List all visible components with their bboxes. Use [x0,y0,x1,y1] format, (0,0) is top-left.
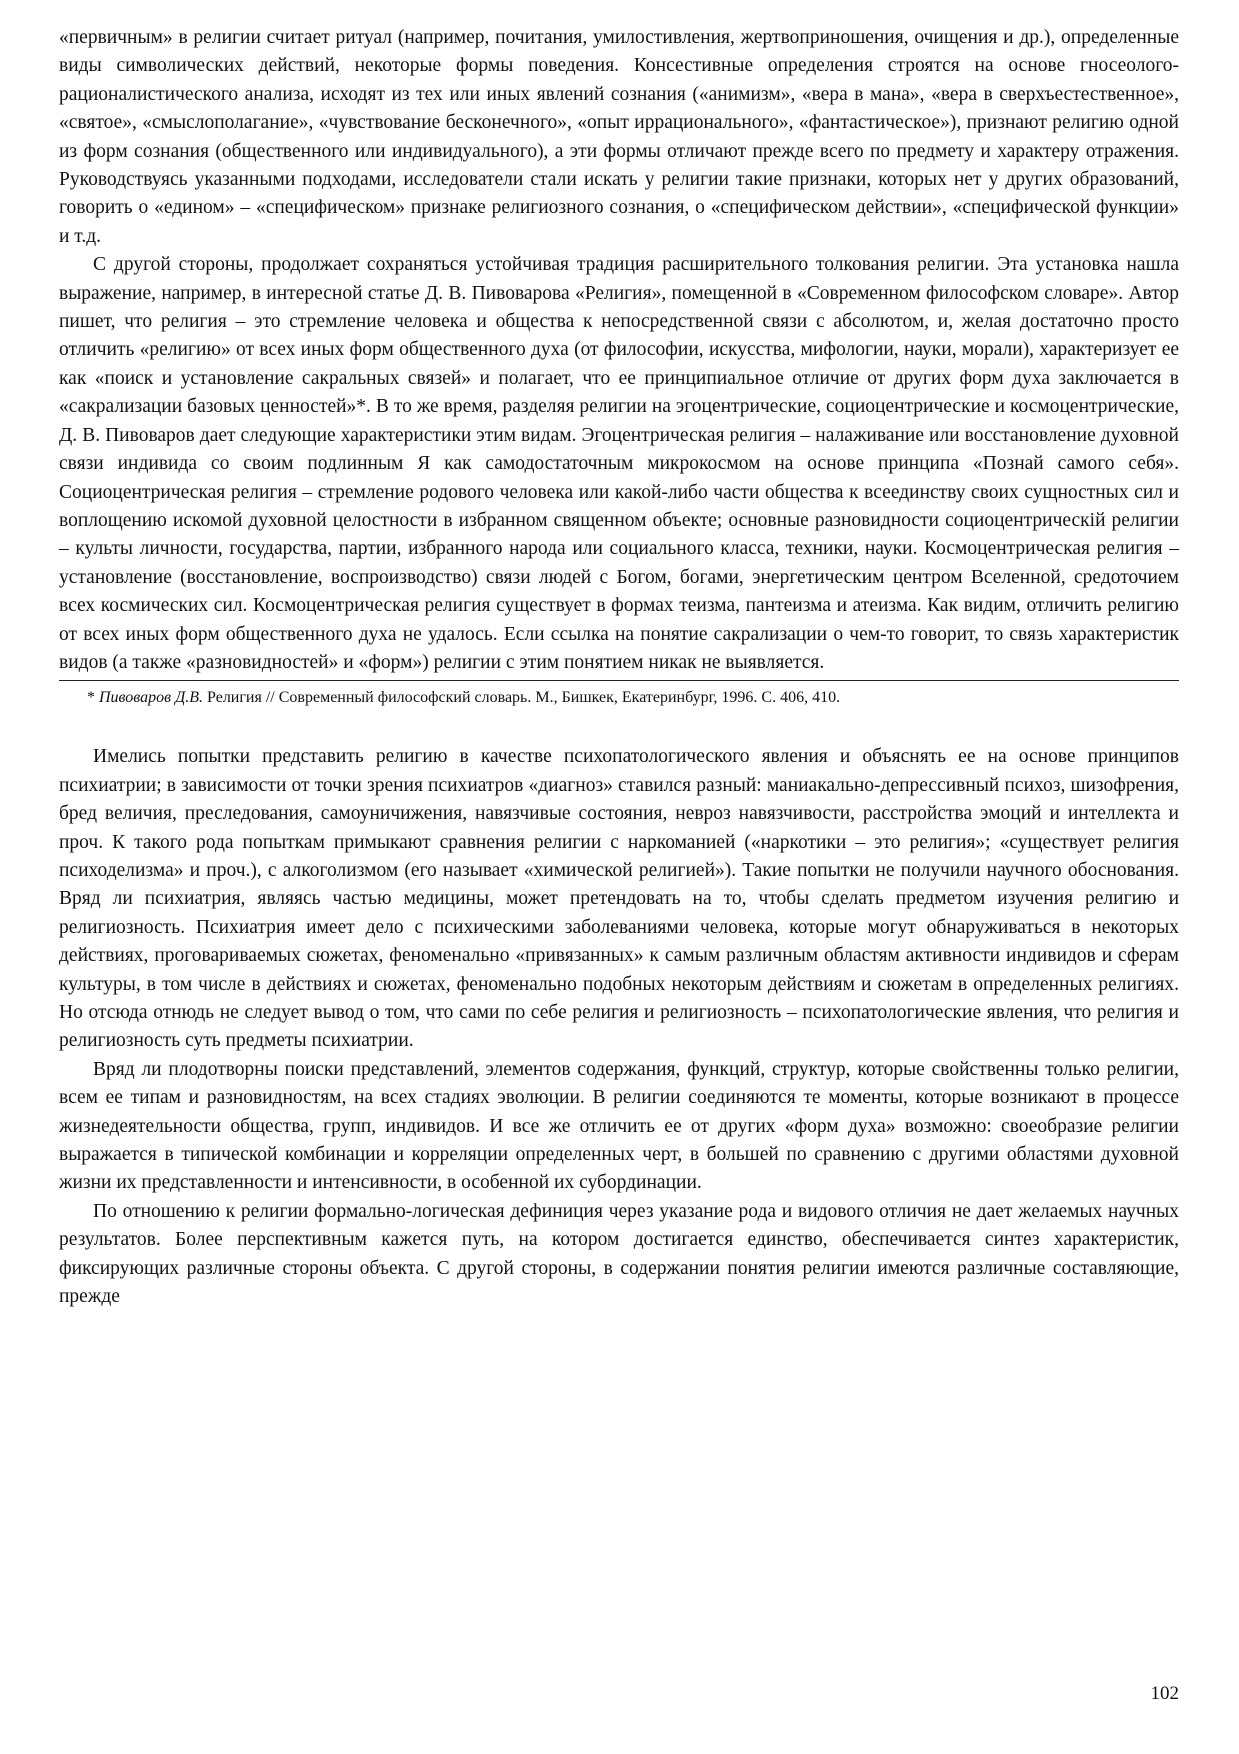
paragraph-pivovarov: С другой стороны, продолжает сохраняться устойчивая традиция расширительного толкования религии. Эта установка нашла выражение, например, в интересной статье Д. В. Пивоварова «Религия», помещенной в «Современном философском словаре». Автор пишет, что религия – это стремление человека и общества к непосредственной связи с абсолютом, и, желая достаточно просто отличить «религию» от всех иных форм общественного духа (от философии, искусства, мифологии, науки, морали), характеризует ее как «поиск и установление сакральных связей» и полагает, что ее принципиальное отличие от других форм духа заключается в «сакрализации базовых ценностей»*. В то же время, разделяя религии на эгоцентрические, социоцентрические и космоцентрические, Д. В. Пивоваров дает следующие характеристики этим видам. Эгоцентрическая религия – налаживание или восстановление духовной связи индивида со своим подлинным Я как самодостаточным микрокосмом на основе принципа «Познай самого себя». Социоцентрическая религия – стремление родового человека или какой-либо части общества к всеединству своих сущностных сил и воплощению искомой духовной целостности в избранном священном объекте; основные разновидности социоцентрическій религии – культы личности, государства, партии, избранного народа или социального класса, техники, науки. Космоцентрическая религия – установление (восстановление, воспроизводство) связи людей с Богом, богами, энергетическим центром Вселенной, средоточием всех космических сил. Космоцентрическая религия существует в формах теизма, пантеизма и атеизма. Как видим, отличить религию от всех иных форм общественного духа не удалось. Если ссылка на понятие сакрализации о чем-то говорит, то связь характеристик видов (а также «разновидностей» и «форм») религии с этим понятием никак не выявляется. [59,254,1179,673]
paragraph-definition: По отношению к религии формально-логическая дефиниция через указание рода и видового отличия не дает желаемых научных результатов. Более перспективным кажется путь, на котором достигается единство, обеспечивается синтез характеристик, фиксирующих различные стороны объекта. С другой стороны, в содержании понятия религии имеются различные составляющие, прежде [59,1200,1179,1308]
paragraph-forms-of-spirit: Вряд ли плодотворны поиски представлений, элементов содержания, функций, структур, которые свойственны только религии, всем ее типам и разновидностям, на всех стадиях эволюции. В религии соединяются те моменты, которые возникают в процессе жизнедеятельности общества, групп, индивидов. И все же отличить ее от других «форм духа» возможно: своеобразие религии выражается в типической комбинации и корреляции определенных черт, в большей по сравнению с другими областями духовной жизни их представленности и интенсивности, в особенной их субординации. [59,1058,1179,1194]
footnote-text: Религия // Современный философский словарь. М., Бишкек, Екатеринбург, 1996. С. 406, 410. [203,689,841,707]
page-number: 102 [1150,1683,1179,1704]
document-page [59,24,1179,1311]
section-gap [59,709,1179,743]
footnote-divider [59,680,1179,681]
paragraph-continuation: «первичным» в религии считает ритуал (например, почитания, умилостивления, жертвоприношения, очищения и др.), определенные виды символических действий, некоторые формы поведения. Консестивные определения строятся на основе гносеолого-рационалистического анализа, исходят из тех или иных явлений сознания («анимизм», «вера в мана», «вера в сверхъестественное», «святое», «смыслополагание», «чувствование бесконечного», «опыт иррационального», «фантастическое»), признают религию одной из форм сознания (общественного или индивидуального), а эти формы отличают прежде всего по предмету и характеру отражения. Руководствуясь указанными подходами, исследователи стали искать у религии такие признаки, которых нет у других образований, говорить о «едином» – «специфическом» признаке религиозного сознания, о «специфическом действии», «специфической функции» и т.д. [59,27,1179,247]
paragraph-psychiatry: Имелись попытки представить религию в качестве психопатологического явления и объяснять ее на основе принципов психиатрии; в зависимости от точки зрения психиатров «диагноз» ставился разный: маниакально-депрессивный психоз, шизофрения, бред величия, преследования, самоуничижения, навязчивые состояния, невроз навязчивости, расстройства эмоций и интеллекта и проч. К такого рода попыткам примыкают сравнения религии с наркоманией («наркотики – это религия»; «существует религия психоделизма» и проч.), с алкоголизмом (его называет «химической религией»). Такие попытки не получили научного обоснования. Вряд ли психиатрия, являясь частью медицины, может претендовать на то, чтобы сделать предметом изучения религию и религиозность. Психиатрия имеет дело с психическими заболеваниями человека, которые могут обнаруживаться в некоторых действиях, проговариваемых сюжетах, феноменально «привязанных» к самым различным областям активности индивидов и сферам культуры, в том числе в действиях и сюжетах, феноменально подобных некоторым действиям и сюжетам в определенных религиях. Но отсюда отнюдь не следует вывод о том, что сами по себе религия и религиозность – психопатологические явления, что религия и религиозность суть предметы психиатрии. [59,746,1179,1052]
footnote-marker: * [87,689,99,707]
footnote-author: Пивоваров Д.В. [99,689,204,707]
footnote [87,687,1179,709]
